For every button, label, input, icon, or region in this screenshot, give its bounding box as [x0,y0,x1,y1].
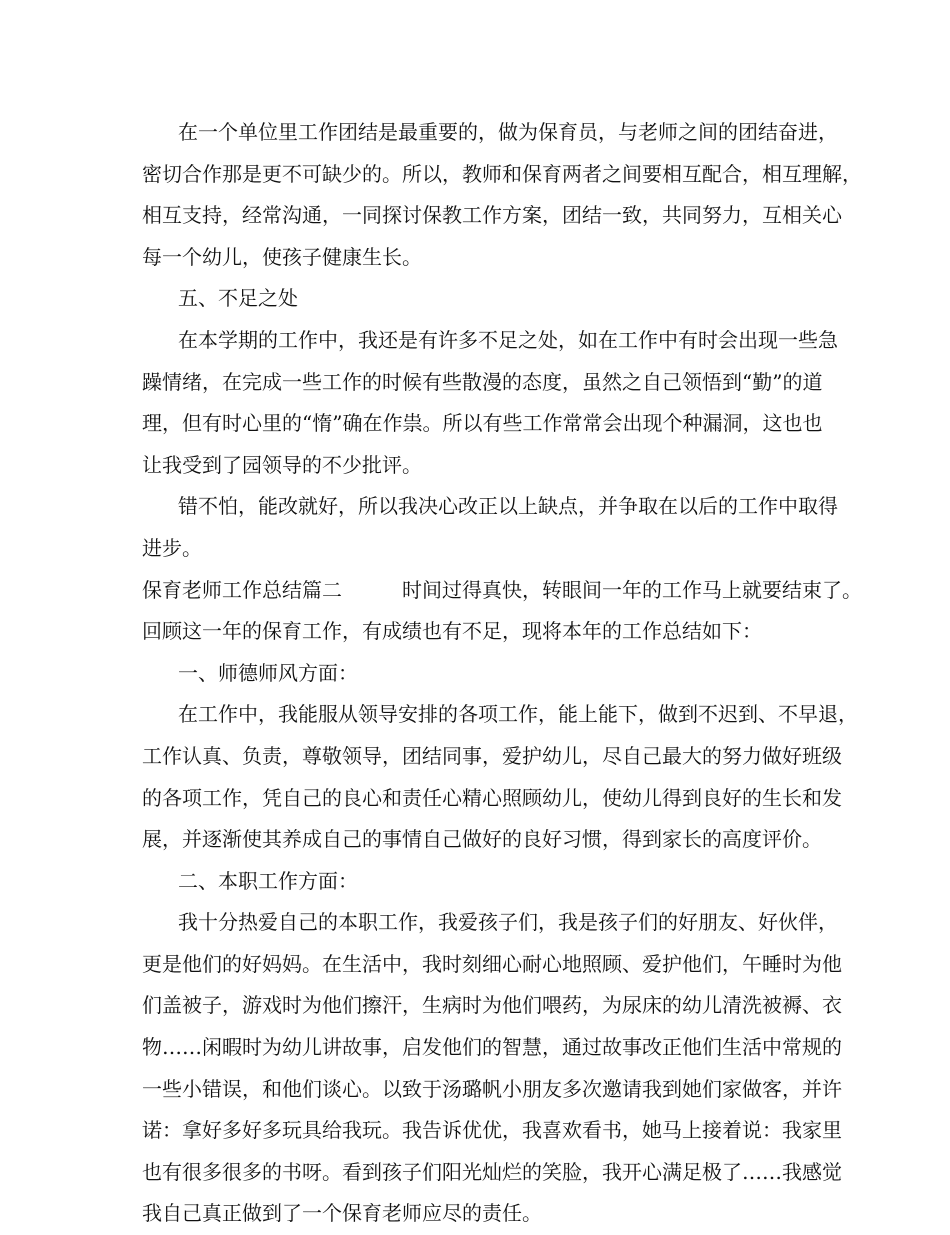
paragraph-line: 们盖被子，游戏时为他们擦汗，生病时为他们喂药，为尿床的幼儿清洗被褥、衣 [142,993,842,1018]
paragraph-line: 工作认真、负责，尊敬领导，团结同事，爱护幼儿，尽自己最大的努力做好班级 [142,743,842,768]
paragraph-line: 错不怕，能改就好，所以我决心改正以上缺点，并争取在以后的工作中取得 [178,494,838,519]
paragraph-line: 更是他们的好妈妈。在生活中，我时刻细心耐心地照顾、爱护他们，午睡时为他 [142,951,842,976]
paragraph-line: 我十分热爱自己的本职工作，我爱孩子们，我是孩子们的好朋友、好伙伴， [178,910,838,935]
section-heading: 五、不足之处 [178,286,298,311]
paragraph-line: 密切合作那是更不可缺少的。所以，教师和保育两者之间要相互配合，相互理解， [142,161,862,186]
section-heading: 二、本职工作方面： [178,868,358,893]
article-title-line [142,570,862,612]
paragraph-line: 的各项工作，凭自己的良心和责任心精心照顾幼儿，使幼儿得到良好的生长和发 [142,785,842,810]
document-body [142,112,862,1235]
article-intro: 时间过得真快，转眼间一年的工作马上就要结束了。 [402,577,862,602]
paragraph-line: 我自己真正做到了一个保育老师应尽的责任。 [142,1201,542,1226]
paragraph-line: 相互支持，经常沟通，一同探讨保教工作方案，团结一致，共同努力，互相关心 [142,203,842,228]
paragraph-line: 在一个单位里工作团结是最重要的，做为保育员，与老师之间的团结奋进， [178,120,838,144]
paragraph-line: 在工作中，我能服从领导安排的各项工作，能上能下，做到不迟到、不早退， [178,702,858,727]
paragraph-line: 也有很多很多的书呀。看到孩子们阳光灿烂的笑脸，我开心满足极了……我感觉 [142,1159,842,1184]
paragraph-line: 让我受到了园领导的不少批评。 [142,452,422,477]
article-title: 保育老师工作总结篇二 [142,577,342,602]
paragraph-line: 躁情绪，在完成一些工作的时候有些散漫的态度，虽然之自己领悟到“勤”的道 [142,369,823,394]
paragraph-line: 每一个幼儿，使孩子健康生长。 [142,244,422,269]
paragraph-line: 理，但有时心里的“惰”确在作祟。所以有些工作常常会出现个种漏洞，这也也 [142,411,823,436]
paragraph-line: 在本学期的工作中，我还是有许多不足之处，如在工作中有时会出现一些急 [178,327,838,352]
paragraph-line: 进步。 [142,535,202,560]
paragraph-line: 回顾这一年的保育工作，有成绩也有不足，现将本年的工作总结如下： [142,619,762,644]
paragraph-line: 展，并逐渐使其养成自己的事情自己做好的良好习惯，得到家长的高度评价。 [142,827,822,852]
paragraph-line: 物……闲暇时为幼儿讲故事，启发他们的智慧，通过故事改正他们生活中常规的 [142,1035,842,1060]
paragraph-line: 一些小错误，和他们谈心。以致于汤璐帆小朋友多次邀请我到她们家做客，并许 [142,1076,842,1101]
section-heading: 一、师德师风方面： [178,660,358,685]
paragraph-line: 诺：拿好多好多玩具给我玩。我告诉优优，我喜欢看书，她马上接着说：我家里 [142,1118,842,1143]
